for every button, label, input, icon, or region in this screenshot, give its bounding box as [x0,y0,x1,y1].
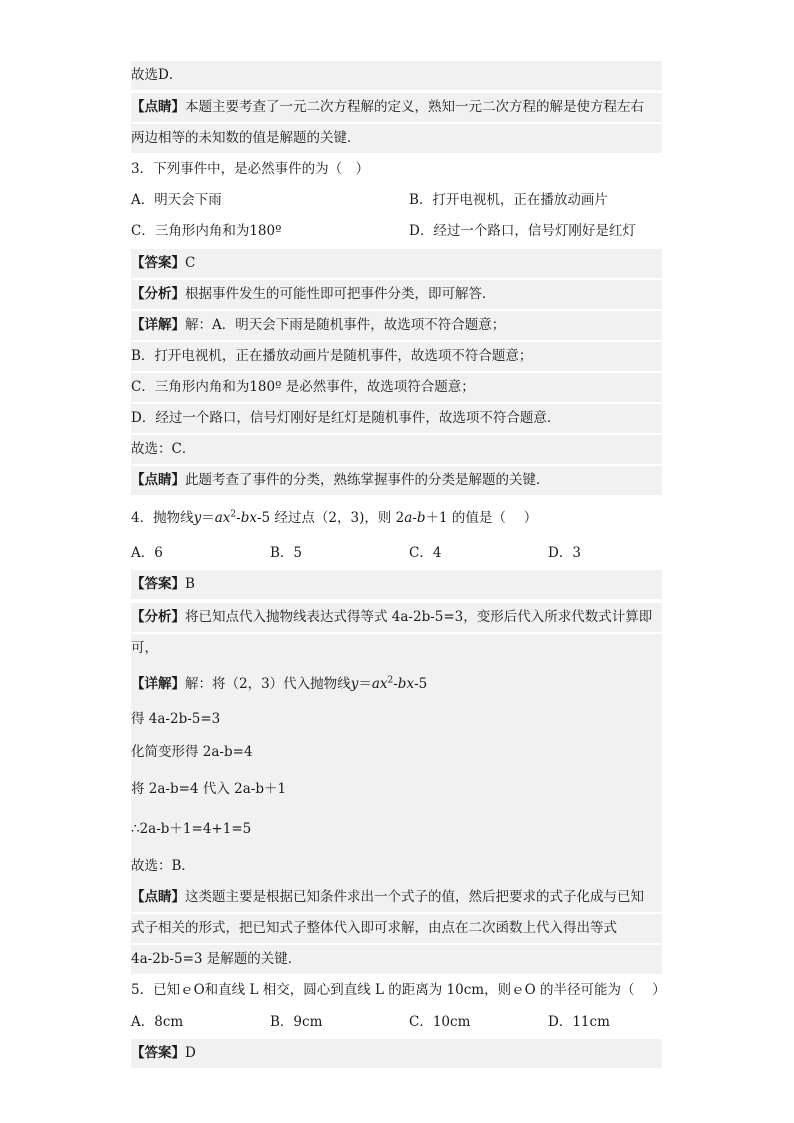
q4-option-d: D．3 [548,545,581,561]
analysis-text: 将已知点代入抛物线表达式得等式 4a-2b-5=3，变形后代入所求代数式计算即 [185,609,653,625]
detail-tag: 【详解】 [131,676,185,692]
answer-value: C [185,255,196,271]
q4-detail-3: 化简变形得 2a-b=4 [131,734,662,770]
q3-detail-2: B．打开电视机，正在播放动画片是随机事件，故选项不符合题意； [131,342,662,371]
q4-option-c: C．4 [409,545,442,561]
q3-option-b: B．打开电视机，正在播放动画片 [409,192,608,208]
answer-tag: 【答案】 [131,255,185,271]
answer-tag: 【答案】 [131,576,185,592]
detail-text: 解：将（2，3）代入抛物线 [185,676,351,692]
analysis-text: 根据事件发生的可能性即可把事件分类，即可解答． [185,286,496,302]
detail-text: 解：A．明天会下雨是随机事件，故选项不符合题意； [185,317,506,333]
question-3-stem: 3．下列事件中，是必然事件的为（ ） [131,161,370,177]
note-text: 本题主要考查了一元二次方程解的定义，熟知一元二次方程的解是使方程左右 [185,99,644,115]
q4-analysis-2: 可， [131,634,662,663]
detail-tag: 【详解】 [131,317,185,333]
q3-option-d: D．经过一个路口，信号灯刚好是红灯 [409,223,636,239]
q4-answer [131,570,662,599]
analysis-tag: 【分析】 [131,286,185,302]
q3-note [131,466,662,495]
answer-value: D [185,1045,196,1061]
note-line-cont: 两边相等的未知数的值是解题的关键． [131,124,662,153]
q4-note-3: 4a-2b-5=3 是解题的关键． [131,945,662,974]
q5-option-a: A．8cm [131,1014,184,1030]
q3-detail-4: D．经过一个路口，信号灯刚好是红灯是随机事件，故选项不符合题意． [131,404,662,433]
q4-option-a: A．6 [131,545,163,561]
q4-option-b: B．5 [270,545,303,561]
q4-note-1 [131,883,662,912]
q5-option-b: B．9cm [270,1014,323,1030]
q4-detail-4: 将 2a-b=4 代入 2a-b＋1 [131,770,662,808]
q5-option-c: C．10cm [409,1014,471,1030]
q4-note-2: 式子相关的形式，把已知式子整体代入即可求解，由点在二次函数上代入得出等式 [131,914,662,943]
q3-selection: 故选：C． [131,435,662,464]
answer-tag: 【答案】 [131,1045,185,1061]
q4-detail-1: 【详解】解：将（2，3）代入抛物线$y=ax^2-bx-5$ [131,663,662,705]
solution-line: 故选D． [131,61,662,90]
question-4-stem: 4．抛物线$y=ax^2-bx-5$ 经过点（2，3)，则 2a-b＋1 的值是（ ） [131,509,538,526]
note-tag: 【点睛】 [131,472,185,488]
question-5-stem: 5．已知ｅO和直线 L 相交，圆心到直线 L 的距离为 10cm，则ｅO 的半径可能为（ ） [131,982,666,998]
q5-option-d: D．11cm [548,1014,610,1030]
note-tag: 【点睛】 [131,889,185,905]
note-tag: 【点睛】 [131,99,185,115]
q4-detail-2: 得 4a-2b-5=3 [131,705,662,734]
answer-value: B [185,576,195,592]
q4-detail-5: ∴2a-b＋1=4+1=5 [131,808,662,850]
q5-answer [131,1039,662,1068]
q3-answer [131,249,662,278]
q3-analysis [131,280,662,309]
note-text: 此题考查了事件的分类，熟练掌握事件的分类是解题的关键． [185,472,550,488]
q4-analysis-1 [131,603,662,632]
q3-detail-1 [131,311,662,340]
q4-stem-part: 经过点（2，3)，则 2 [274,510,405,526]
q3-detail-3: C．三角形内角和为180º 是必然事件，故选项符合题意； [131,373,662,402]
note-line [131,93,662,122]
analysis-tag: 【分析】 [131,609,185,625]
q3-option-c: C．三角形内角和为180º [131,223,282,239]
q4-selection: 故选：B． [131,850,662,883]
q4-stem-part: 4．抛物线 [131,510,194,526]
q4-stem-part: ＋1 的值是（ ） [425,510,538,526]
q3-option-a: A．明天会下雨 [131,192,222,208]
note-text: 这类题主要是根据已知条件求出一个式子的值，然后把要求的式子化成与已知 [185,889,644,905]
